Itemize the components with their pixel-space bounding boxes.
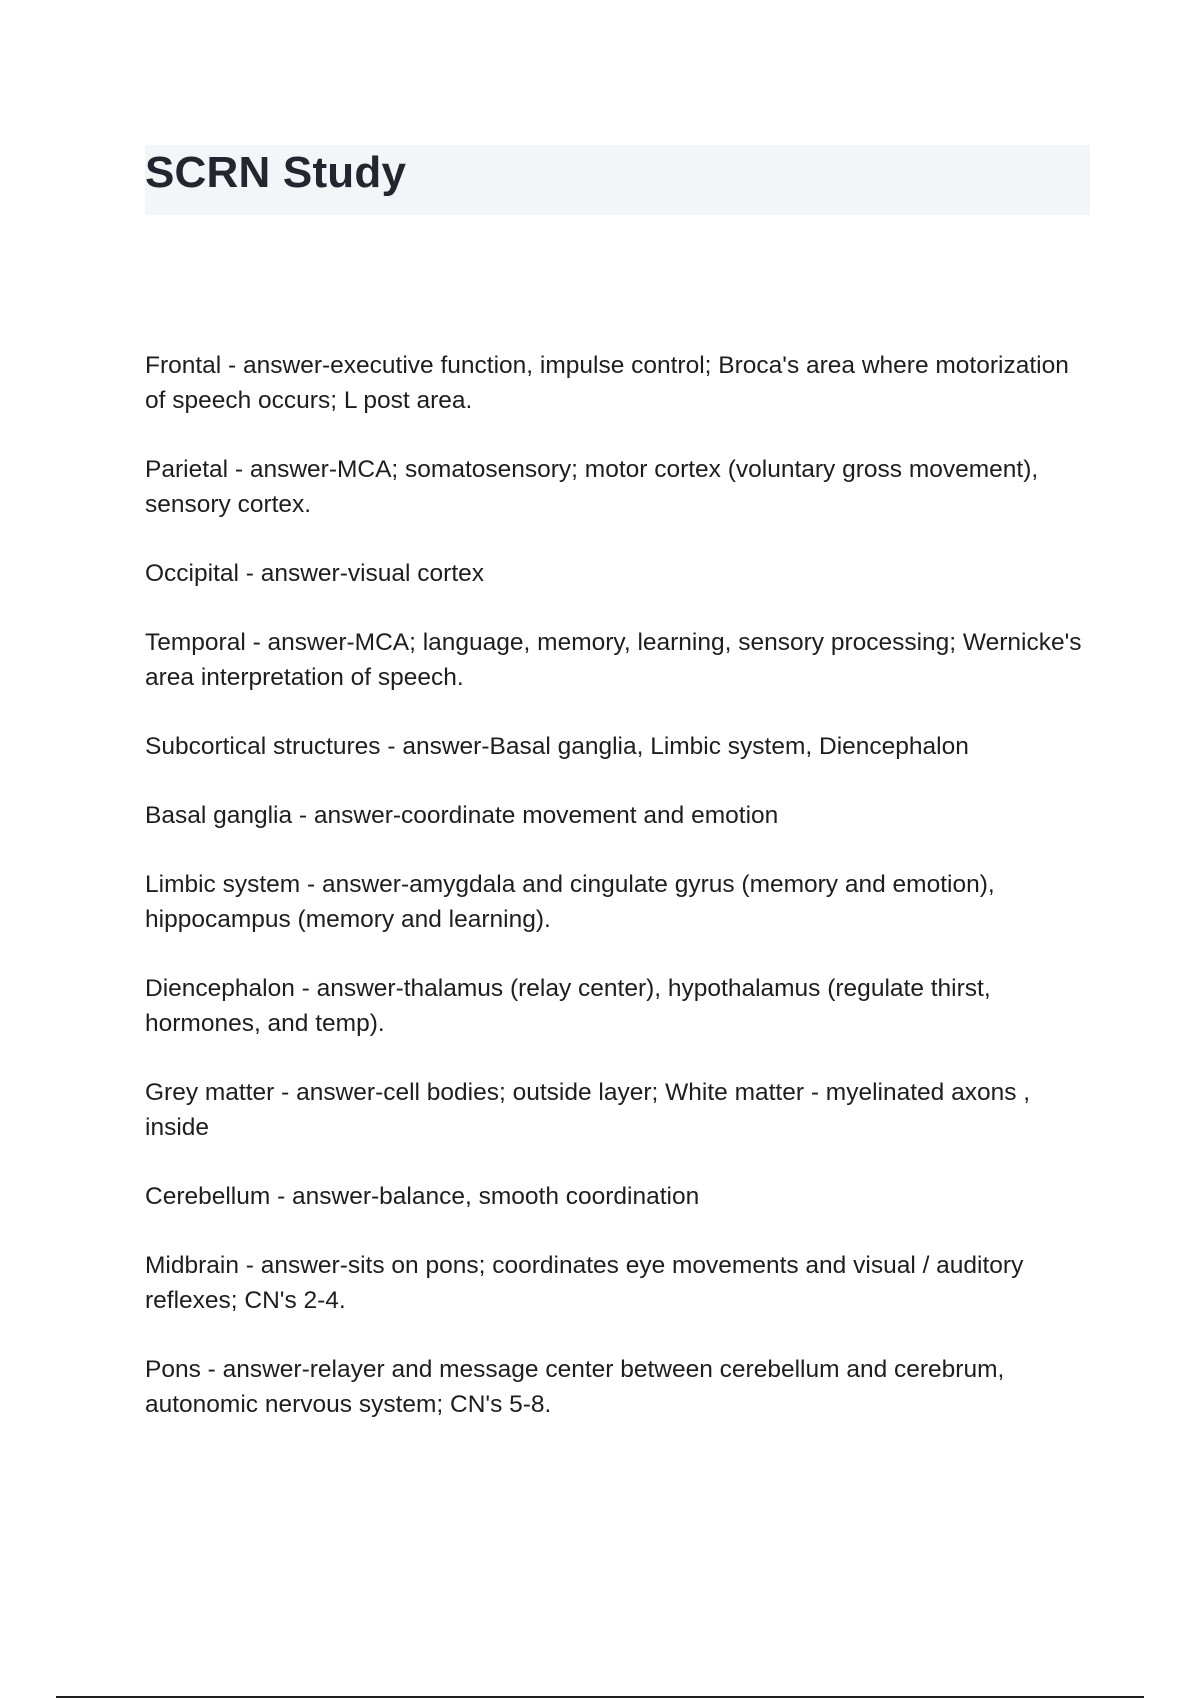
- entry-parietal: Parietal - answer-MCA; somatosensory; motor cortex (voluntary gross movement), sensory cortex.: [145, 456, 1039, 518]
- entry-temporal: Temporal - answer-MCA; language, memory, learning, sensory processing; Wernicke's area interpretation of speech.: [145, 629, 1082, 691]
- footer-divider: [56, 1696, 1144, 1698]
- entry-occipital: Occipital - answer-visual cortex: [145, 560, 485, 587]
- entry-midbrain: Midbrain - answer-sits on pons; coordinates eye movements and visual / auditory reflexes; CN's 2-4.: [145, 1252, 1024, 1314]
- entry-grey-matter: Grey matter - answer-cell bodies; outside layer; White matter - myelinated axons , inside: [145, 1079, 1031, 1141]
- entry-cerebellum: Cerebellum - answer-balance, smooth coordination: [145, 1183, 700, 1210]
- entry-frontal: Frontal - answer-executive function, impulse control; Broca's area where motorization of speech occurs; L post area.: [145, 352, 1069, 414]
- entry-list: [145, 348, 1090, 1456]
- entry-basal-ganglia: Basal ganglia - answer-coordinate movement and emotion: [145, 802, 779, 829]
- entry-diencephalon: Diencephalon - answer-thalamus (relay center), hypothalamus (regulate thirst, hormones, and temp).: [145, 975, 991, 1037]
- document-title: SCRN Study: [145, 148, 407, 197]
- entry-pons: Pons - answer-relayer and message center between cerebellum and cerebrum, autonomic nervous system; CN's 5-8.: [145, 1356, 1005, 1418]
- entry-subcortical-structures: Subcortical structures - answer-Basal ganglia, Limbic system, Diencephalon: [145, 733, 969, 760]
- entry-limbic-system: Limbic system - answer-amygdala and cingulate gyrus (memory and emotion), hippocampus (memory and learning).: [145, 871, 995, 933]
